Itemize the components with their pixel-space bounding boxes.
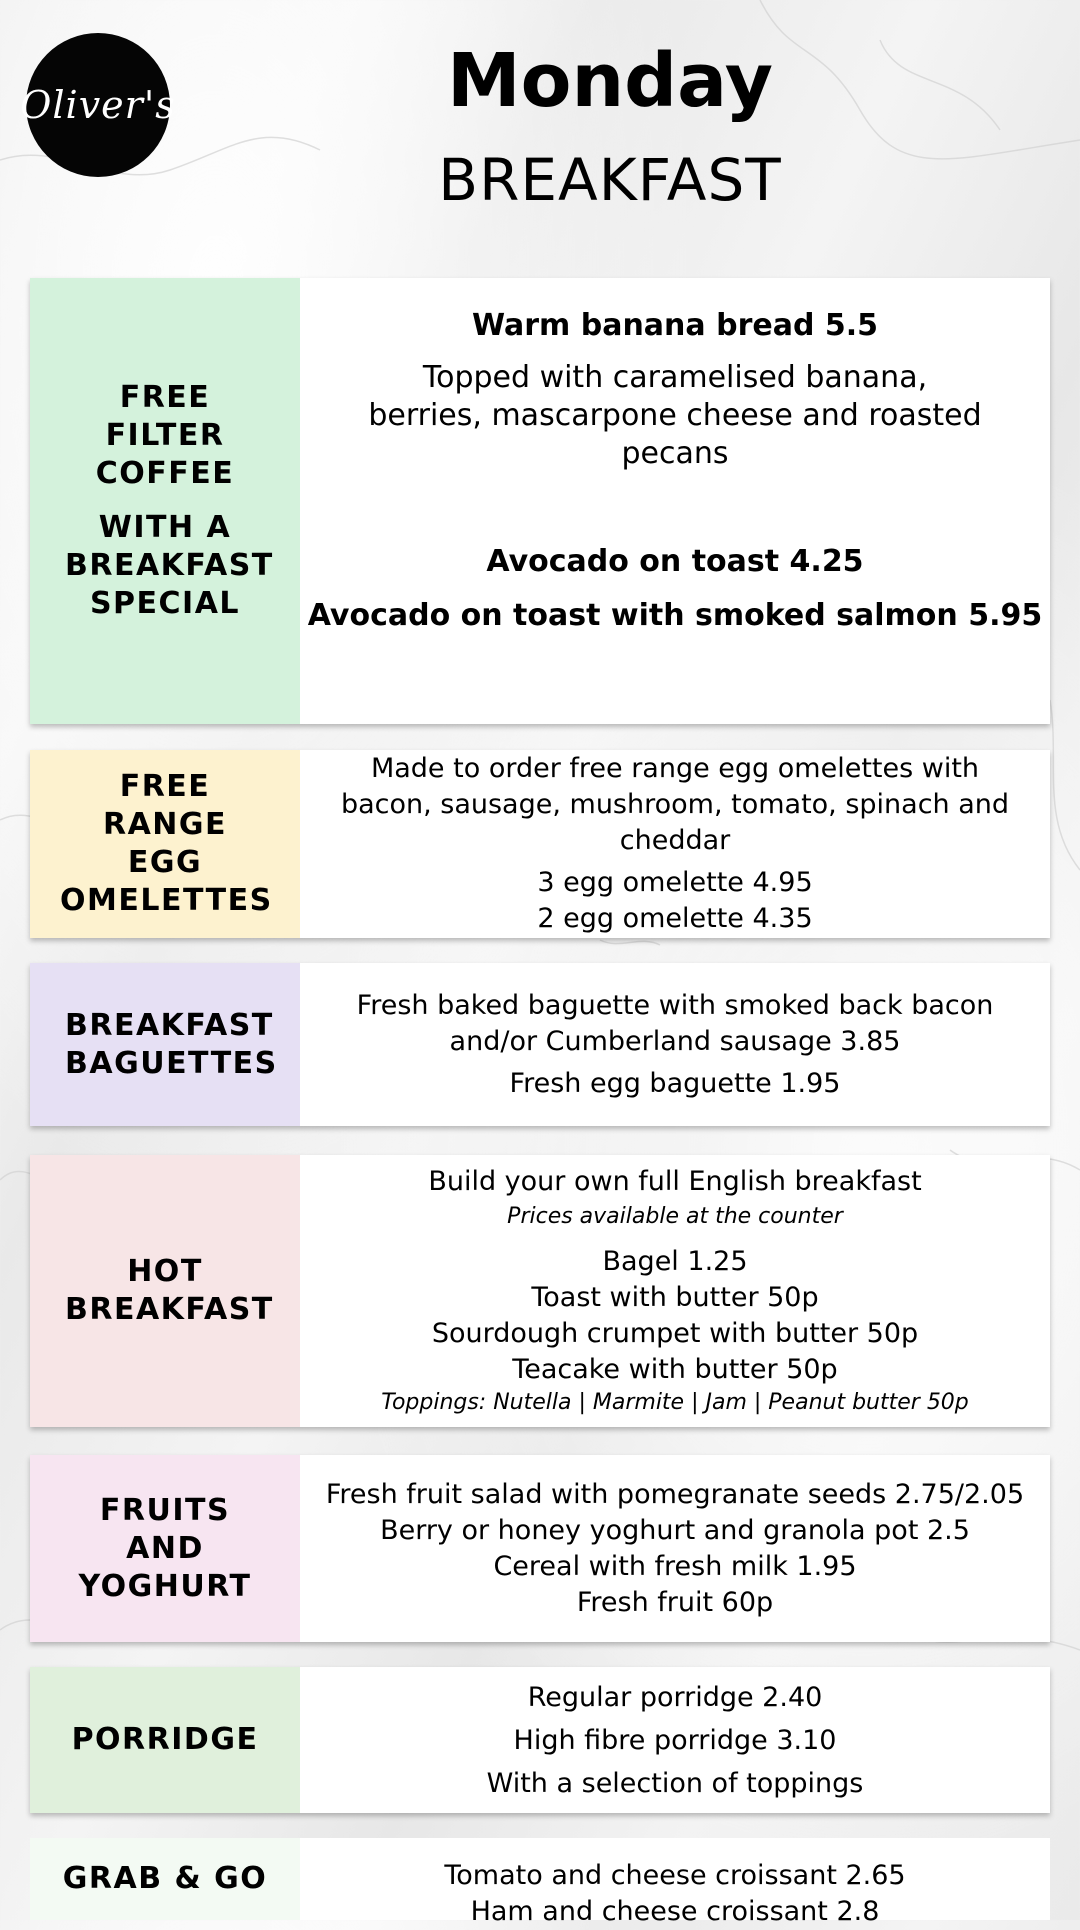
label-porridge: PORRIDGE bbox=[71, 1722, 259, 1757]
label-hot-breakfast: HOT BREAKFAST bbox=[65, 1254, 274, 1327]
section-label-hot-breakfast bbox=[30, 1155, 300, 1427]
omelette-desc: Made to order free range egg omelettes with bacon, sausage, mushroom, tomato, spinach and cheddar bbox=[340, 753, 1010, 856]
section-fruits-yoghurt bbox=[30, 1455, 1050, 1642]
item-fruit-salad: Fresh fruit salad with pomegranate seeds 2.75/2.05 bbox=[325, 1478, 1025, 1510]
item-avocado-toast: Avocado on toast 4.25 bbox=[486, 544, 864, 579]
section-content-omelettes bbox=[300, 750, 1050, 938]
item-ham-croissant: Ham and cheese croissant 2.8 bbox=[470, 1896, 880, 1927]
section-breakfast-specials bbox=[30, 278, 1050, 724]
section-label-omelettes bbox=[30, 750, 300, 938]
section-label-porridge bbox=[30, 1667, 300, 1813]
item-3-egg-omelette: 3 egg omelette 4.95 bbox=[537, 867, 813, 898]
item-2-egg-omelette: 2 egg omelette 4.35 bbox=[537, 903, 813, 934]
item-banana-bread: Warm banana bread 5.5 bbox=[471, 308, 879, 343]
item-cereal: Cereal with fresh milk 1.95 bbox=[493, 1550, 857, 1582]
prices-note: Prices available at the counter bbox=[507, 1204, 843, 1229]
item-high-fibre-porridge: High fibre porridge 3.10 bbox=[513, 1724, 837, 1756]
item-yoghurt-pot: Berry or honey yoghurt and granola pot 2.5 bbox=[380, 1514, 970, 1546]
label-with-breakfast-special: WITH A BREAKFAST SPECIAL bbox=[65, 510, 274, 621]
item-toast: Toast with butter 50p bbox=[531, 1282, 819, 1313]
logo-text: Oliver's bbox=[20, 83, 176, 127]
section-porridge bbox=[30, 1667, 1050, 1813]
item-avocado-salmon: Avocado on toast with smoked salmon 5.95 bbox=[307, 598, 1043, 633]
item-teacake: Teacake with butter 50p bbox=[512, 1354, 838, 1385]
menu-day-title: Monday bbox=[446, 38, 774, 124]
section-label-coffee bbox=[30, 278, 300, 724]
toppings-note: Toppings: Nutella | Marmite | Jam | Peanut butter 50p bbox=[381, 1390, 969, 1415]
section-content-baguettes bbox=[300, 963, 1050, 1126]
section-label-grab-and-go bbox=[30, 1838, 300, 1920]
menu-meal-title: BREAKFAST bbox=[438, 146, 782, 214]
section-omelettes bbox=[30, 750, 1050, 938]
section-label-fruits bbox=[30, 1455, 300, 1642]
section-content-specials bbox=[300, 278, 1050, 724]
item-sourdough-crumpet: Sourdough crumpet with butter 50p bbox=[431, 1318, 919, 1349]
section-content-grab-and-go bbox=[300, 1838, 1050, 1927]
section-baguettes bbox=[30, 963, 1050, 1126]
item-banana-bread-desc: Topped with caramelised banana, berries, mascarpone cheese and roasted pecans bbox=[368, 360, 982, 471]
section-content-hot-breakfast bbox=[300, 1155, 1050, 1427]
section-content-fruits bbox=[300, 1455, 1050, 1642]
label-free-filter-coffee: FREE FILTER COFFEE bbox=[95, 380, 235, 491]
item-bacon-baguette: Fresh baked baguette with smoked back bacon and/or Cumberland sausage 3.85 bbox=[356, 989, 994, 1057]
item-fresh-fruit: Fresh fruit 60p bbox=[576, 1586, 774, 1618]
section-label-baguettes bbox=[30, 963, 300, 1126]
item-tomato-croissant: Tomato and cheese croissant 2.65 bbox=[444, 1860, 906, 1891]
section-grab-and-go bbox=[30, 1838, 1050, 1927]
label-breakfast-baguettes: BREAKFAST BAGUETTES bbox=[65, 1007, 278, 1081]
item-full-english: Build your own full English breakfast bbox=[428, 1166, 922, 1197]
label-fruits-and-yoghurt: FRUITS AND YOGHURT bbox=[78, 1492, 252, 1604]
item-porridge-toppings: With a selection of toppings bbox=[486, 1767, 864, 1799]
label-free-range-omelettes: FREE RANGE EGG OMELETTES bbox=[60, 769, 273, 918]
item-egg-baguette: Fresh egg baguette 1.95 bbox=[509, 1067, 841, 1099]
section-content-porridge bbox=[300, 1667, 1050, 1813]
section-hot-breakfast bbox=[30, 1155, 1050, 1427]
item-regular-porridge: Regular porridge 2.40 bbox=[527, 1681, 823, 1713]
label-grab-and-go: GRAB & GO bbox=[62, 1861, 268, 1896]
item-bagel: Bagel 1.25 bbox=[602, 1246, 748, 1277]
